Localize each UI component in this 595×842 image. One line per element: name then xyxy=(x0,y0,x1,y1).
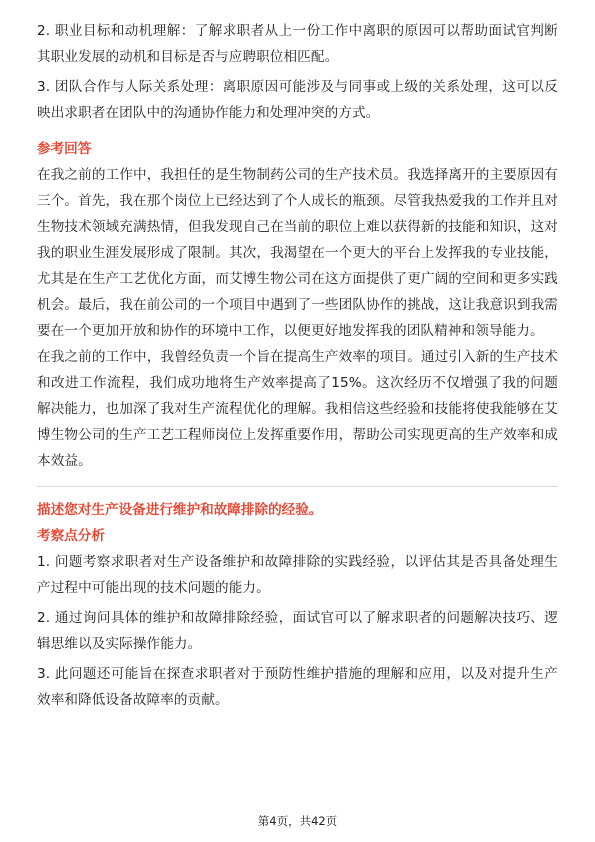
section-divider xyxy=(37,486,558,487)
analysis-point-1: 1. 问题考察求职者对生产设备维护和故障排除的实践经验，以评估其是否具备处理生产过程中可能出现的技术问题的能力。 xyxy=(37,554,558,596)
document-page xyxy=(37,18,558,713)
point-teamwork: 3. 团队合作与人际关系处理：离职原因可能涉及与同事或上级的关系处理，这可以反映出求职者在团队中的沟通协作能力和处理冲突的方式。 xyxy=(37,79,558,121)
question-heading: 描述您对生产设备进行维护和故障排除的经验。 xyxy=(37,502,323,518)
analysis-heading: 考察点分析 xyxy=(37,528,105,544)
answer-heading: 参考回答 xyxy=(37,141,92,157)
answer-paragraph-1: 在我之前的工作中，我担任的是生物制药公司的生产技术员。我选择离开的主要原因有三个。首先，我在那个岗位上已经达到了个人成长的瓶颈。尽管我热爱我的工作并且对生物技术领域充满热情，但我发现自己在当前的职位上难以获得新的技能和知识，这对我的职业生涯发展形成了限制。其次，我渴望在一个更大的平台上发挥我的专业技能，尤其是在生产工艺优化方面，而艾博生物公司在这方面提供了更广阔的空间和更多实践机会。最后，我在前公司的一个项目中遇到了一些团队协作的挑战，这让我意识到我需要在一个更加开放和协作的环境中工作，以便更好地发挥我的团队精神和领导能力。 xyxy=(37,167,558,339)
answer-paragraph-2: 在我之前的工作中，我曾经负责一个旨在提高生产效率的项目。通过引入新的生产技术和改进工作流程，我们成功地将生产效率提高了15%。这次经历不仅增强了我的问题解决能力，也加深了我对生产流程优化的理解。我相信这些经验和技能将使我能够在艾博生物公司的生产工艺工程师岗位上发挥重要作用，帮助公司实现更高的生产效率和成本效益。 xyxy=(37,349,558,469)
point-career-goals: 2. 职业目标和动机理解：了解求职者从上一份工作中离职的原因可以帮助面试官判断其职业发展的动机和目标是否与应聘职位相匹配。 xyxy=(37,23,558,65)
analysis-point-2: 2. 通过询问具体的维护和故障排除经验，面试官可以了解求职者的问题解决技巧、逻辑思维以及实际操作能力。 xyxy=(37,610,558,652)
analysis-point-3: 3. 此问题还可能旨在探查求职者对于预防性维护措施的理解和应用，以及对提升生产效率和降低设备故障率的贡献。 xyxy=(37,666,558,708)
page-number: 第4页，共42页 xyxy=(257,814,338,828)
